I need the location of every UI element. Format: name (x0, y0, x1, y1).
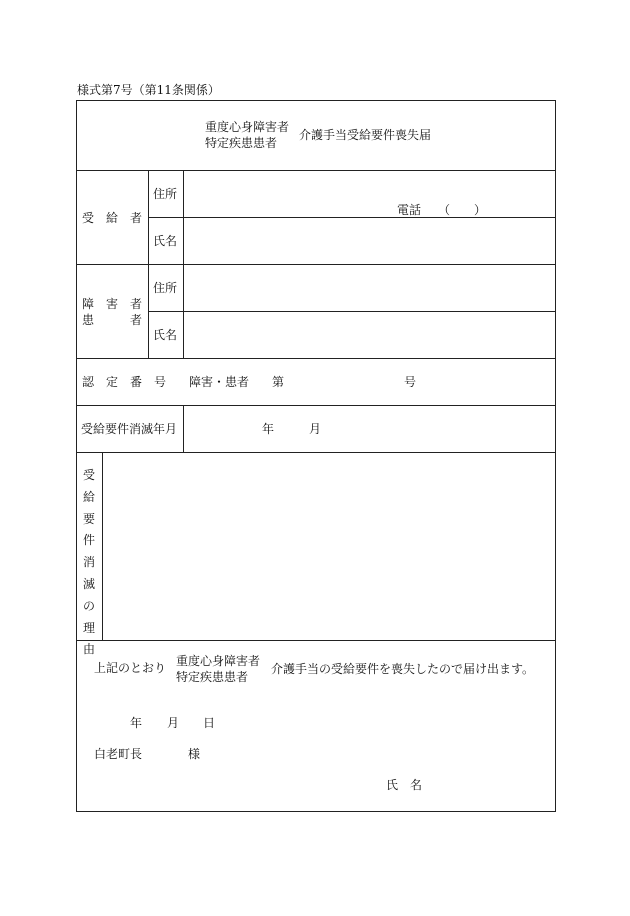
expiry-label: 受給要件消滅年月 (81, 422, 178, 436)
recipient-phone-label: 電話 (397, 203, 422, 217)
reason-label: 受給要件消滅の理由 (82, 468, 95, 657)
cert-number-label: 認 定 番 号 (82, 375, 167, 389)
divider-recipient-mid (148, 217, 556, 218)
patient-label-disabled: 障 害 者 (82, 297, 143, 311)
honorific: 様 (188, 747, 201, 761)
patient-name-label: 氏名 (153, 328, 178, 342)
divider-patient-mid (148, 311, 556, 312)
signature-field[interactable] (430, 772, 550, 798)
divider-patient (76, 358, 556, 359)
header-category-1: 重度心身障害者 (205, 120, 290, 134)
divider-reason (76, 640, 556, 641)
divider-vertical-reason (102, 452, 103, 640)
divider-cert (76, 405, 556, 406)
recipient-phone-field[interactable]: （ ） (438, 203, 487, 217)
form-title: 介護手当受給要件喪失届 (299, 128, 432, 142)
expiry-year: 年 (262, 422, 275, 436)
divider-vertical-expiry (183, 405, 184, 452)
recipient-address-label: 住所 (153, 187, 178, 201)
declaration-prefix: 上記のとおり (94, 661, 167, 675)
patient-address-label: 住所 (153, 281, 178, 295)
divider-expiry (76, 452, 556, 453)
addressee: 白老町長 (94, 747, 143, 761)
date-year: 年 (130, 716, 143, 730)
header-category-2: 特定疾患患者 (205, 136, 278, 150)
declaration-text: 介護手当の受給要件を喪失したので届け出ます。 (271, 662, 535, 676)
recipient-name-label: 氏名 (153, 234, 178, 248)
signature-label: 氏 名 (386, 778, 423, 792)
cert-dai: 第 (272, 375, 285, 389)
cert-number-field[interactable] (290, 362, 400, 402)
cert-go: 号 (404, 375, 417, 389)
divider-vertical-content (183, 170, 184, 358)
date-month: 月 (167, 716, 180, 730)
patient-name-field[interactable] (186, 314, 553, 356)
expiry-month: 月 (309, 422, 322, 436)
patient-address-field[interactable] (186, 267, 553, 309)
recipient-address-field[interactable] (186, 173, 553, 215)
declaration-category-1: 重度心身障害者 (176, 654, 261, 668)
cert-prefix: 障害・患者 (189, 375, 250, 389)
recipient-label: 受 給 者 (82, 211, 143, 225)
date-day: 日 (203, 716, 216, 730)
recipient-name-field[interactable] (186, 220, 553, 262)
expiry-field[interactable] (186, 408, 553, 450)
patient-label-patient: 患 者 (82, 313, 143, 327)
declaration-category-2: 特定疾患患者 (176, 670, 249, 684)
divider-vertical-sublabel (148, 170, 149, 358)
form-number: 様式第7号（第11条関係） (77, 83, 220, 97)
reason-field[interactable] (105, 455, 553, 637)
